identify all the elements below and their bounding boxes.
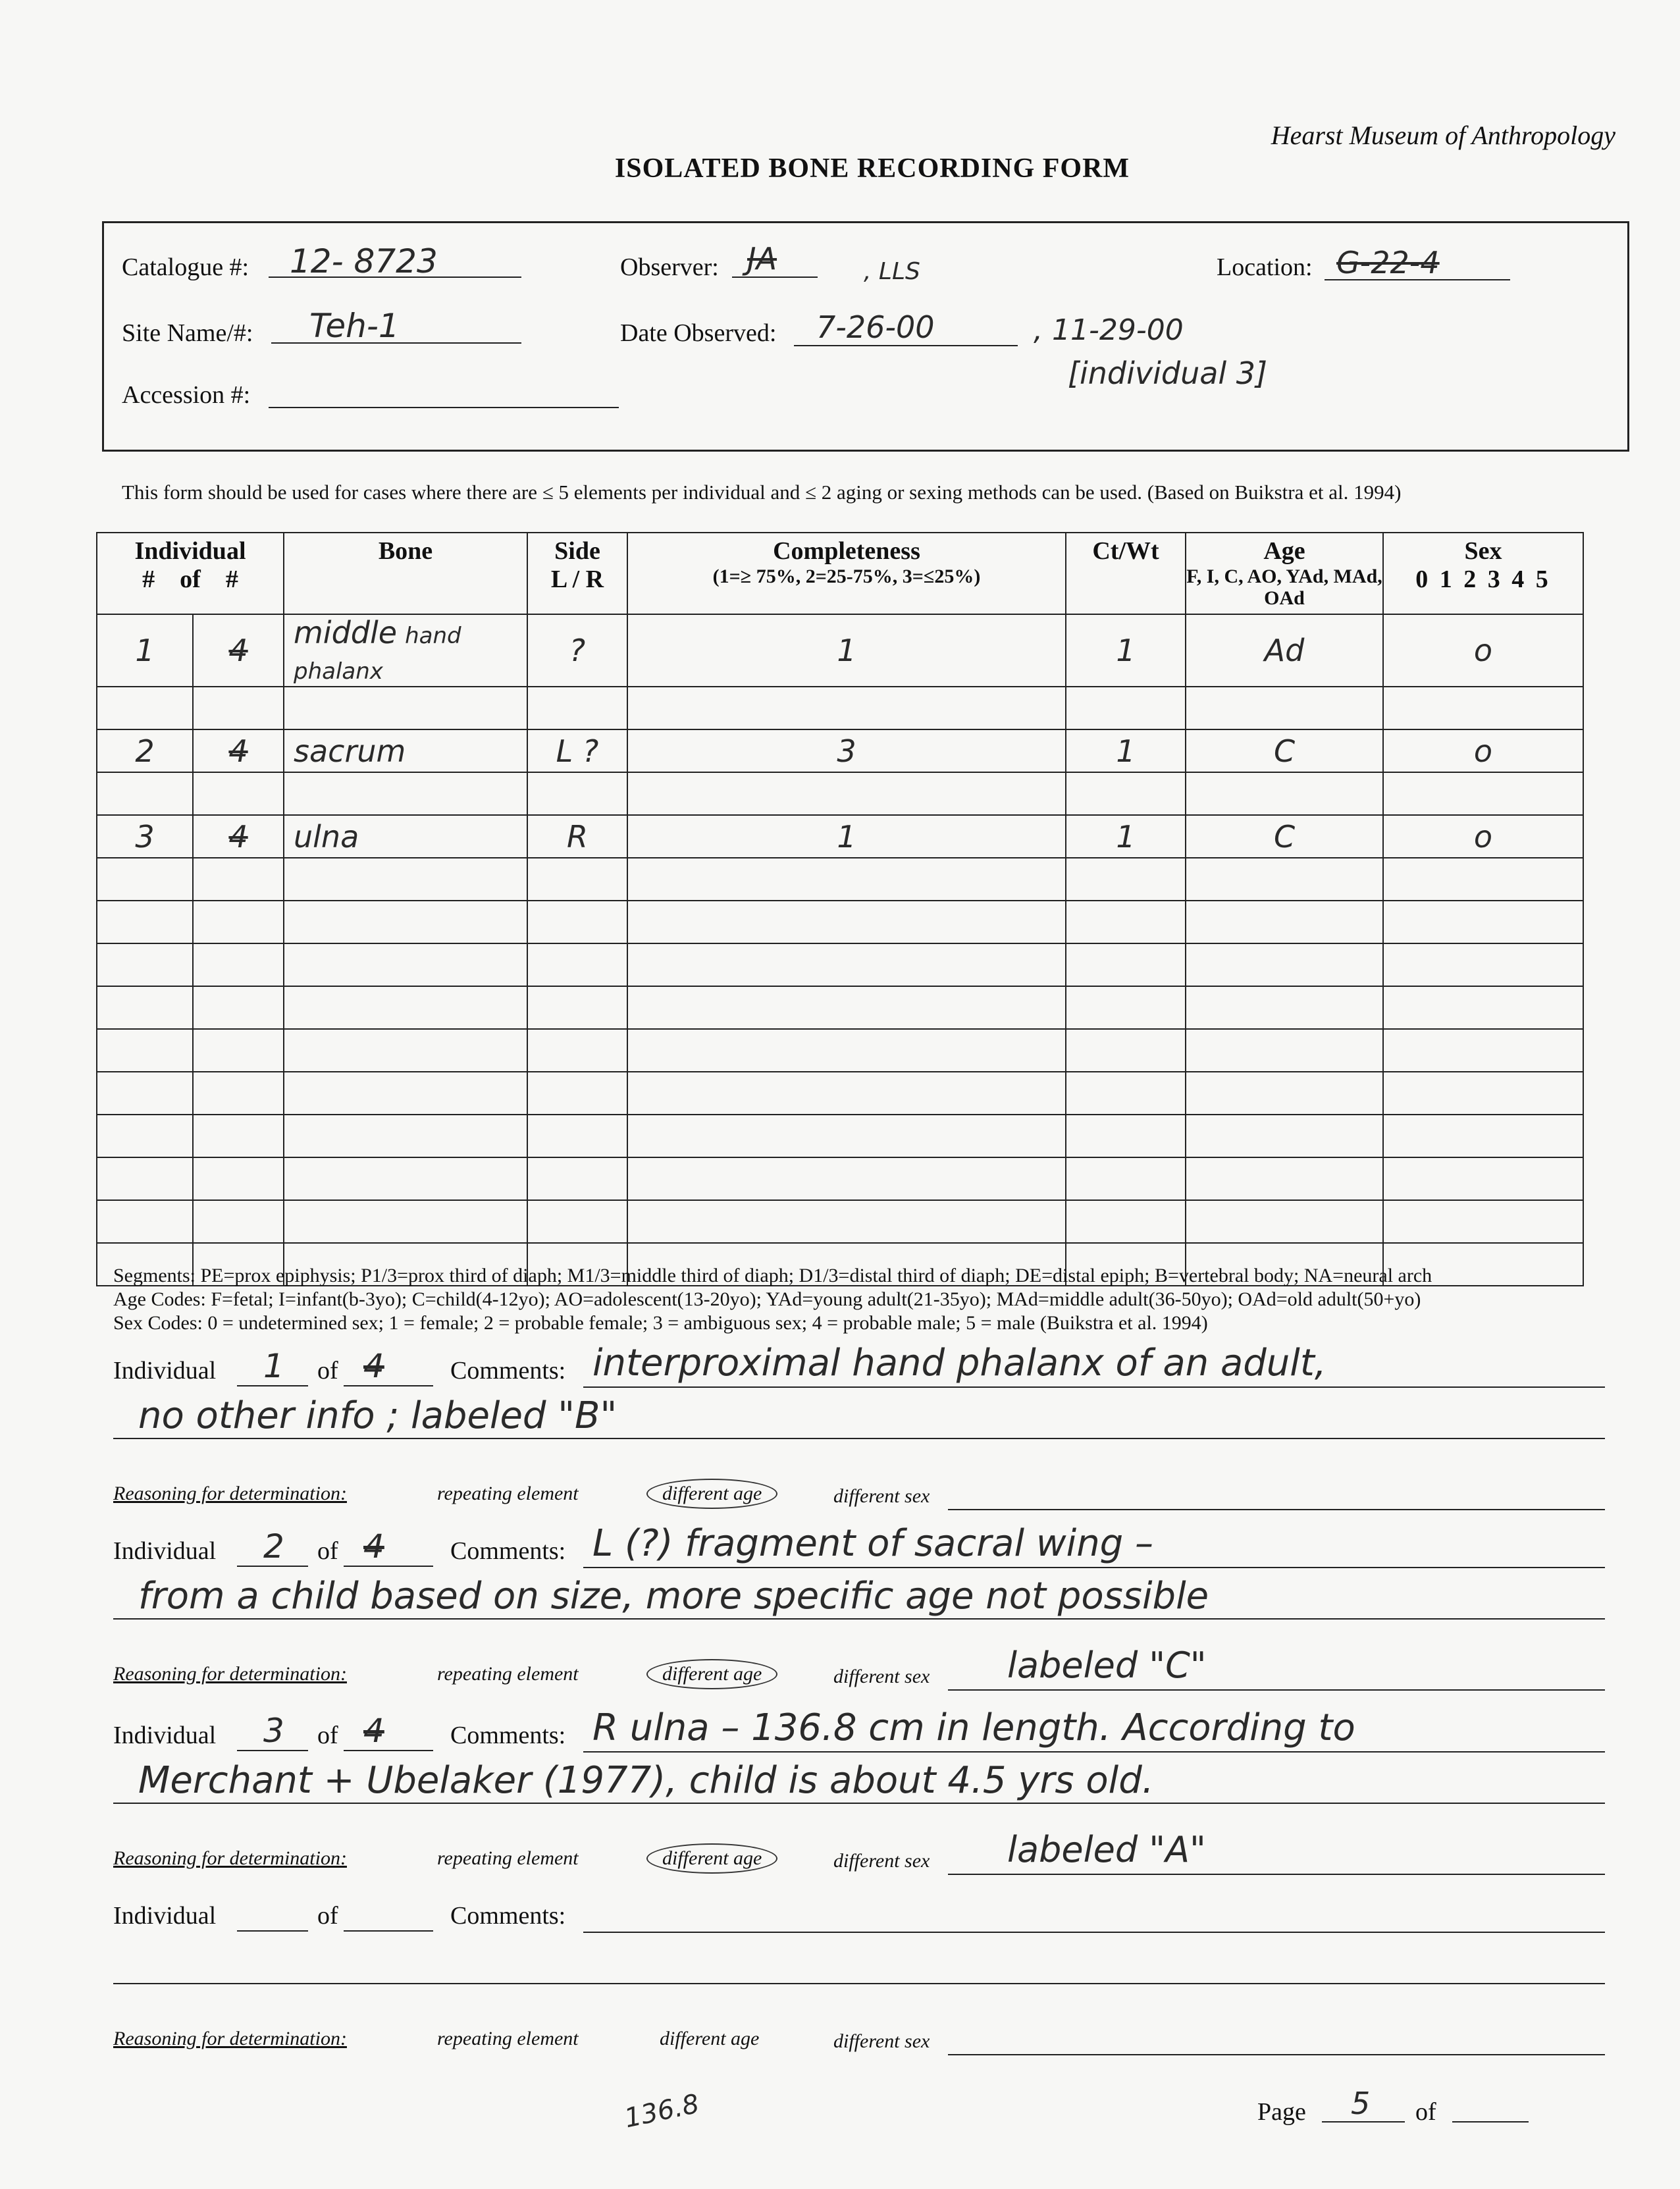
catalogue-value: 12- 8723 — [290, 242, 438, 280]
comment-individual-line — [237, 1930, 308, 1932]
cell-sex — [1383, 614, 1583, 687]
observer-label: Observer: — [620, 253, 719, 281]
cell-side — [527, 1115, 627, 1157]
cell-of-value: 4 — [228, 733, 248, 769]
cell-side — [527, 687, 627, 729]
cell-sex — [1383, 1157, 1583, 1200]
cell-completeness — [627, 1029, 1066, 1072]
cell-individual — [97, 772, 193, 815]
cell-completeness — [627, 1157, 1066, 1200]
comment-individual-label: Individual — [113, 1357, 217, 1385]
cell-completeness-value: 1 — [837, 818, 856, 855]
observer-extra: , LLS — [864, 258, 920, 285]
cell-completeness — [627, 614, 1066, 687]
cell-of — [193, 858, 284, 901]
cell-individual — [97, 815, 193, 858]
cell-of-value: 4 — [228, 818, 248, 855]
table-body — [97, 614, 1583, 1286]
catalogue-label: Catalogue #: — [122, 253, 249, 281]
cell-age — [1186, 1072, 1383, 1115]
reasoning-different-age: different age — [646, 1659, 777, 1689]
cell-completeness — [627, 1200, 1066, 1243]
observer-line — [732, 277, 818, 278]
cell-sex — [1383, 772, 1583, 815]
table-row — [97, 1029, 1583, 1072]
cell-bone — [284, 1072, 527, 1115]
cell-side — [527, 772, 627, 815]
reasoning-different-sex: different sex — [833, 1666, 930, 1687]
segment-codes: Segments: PE=prox epiphysis; P1/3=prox third of diaph; M1/3=middle third of diaph; D1/3=distal third of diaph; DE=distal epiph; B=vertebral body; NA=neural arch — [113, 1265, 1432, 1286]
margin-note: 136.8 — [621, 2088, 702, 2134]
comment-comments-label: Comments: — [450, 1537, 566, 1565]
cell-sex — [1383, 1200, 1583, 1243]
reasoning-line — [948, 1509, 1605, 1510]
cell-individual — [97, 1072, 193, 1115]
cell-bone — [284, 1200, 527, 1243]
cell-completeness-value: 3 — [837, 733, 856, 769]
date-label: Date Observed: — [620, 319, 777, 347]
cell-bone — [284, 986, 527, 1029]
header-age-sub: F, I, C, AO, YAd, MAd, OAd — [1186, 565, 1382, 610]
cell-of — [193, 1115, 284, 1157]
reasoning-label: Reasoning for determination: — [113, 1483, 347, 1504]
comment-comments-label: Comments: — [450, 1722, 566, 1749]
cell-bone-extra: hand phalanx — [294, 623, 461, 685]
cell-side-value: R — [567, 818, 588, 855]
table-row — [97, 1115, 1583, 1157]
cell-side — [527, 986, 627, 1029]
cell-ctwt — [1066, 614, 1186, 687]
comment-text-line-2: from a child based on size, more specific age not possible — [138, 1575, 1209, 1618]
header-completeness — [627, 533, 1066, 614]
table-row — [97, 858, 1583, 901]
reasoning-line — [948, 1874, 1605, 1875]
reasoning-line — [948, 2054, 1605, 2055]
comment-of-label: of — [317, 1902, 338, 1930]
cell-of — [193, 729, 284, 772]
header-sex — [1383, 533, 1583, 614]
cell-of — [193, 1200, 284, 1243]
header-completeness-label: Completeness — [773, 537, 920, 565]
cell-bone — [284, 1115, 527, 1157]
cell-bone — [284, 815, 527, 858]
comment-text-line-2: no other info ; labeled "B" — [138, 1394, 617, 1437]
header-completeness-sub: (1=≥ 75%, 2=25-75%, 3=≤25%) — [712, 565, 981, 587]
table-row — [97, 1200, 1583, 1243]
cell-side — [527, 729, 627, 772]
cell-bone — [284, 858, 527, 901]
reasoning-different-age: different age — [660, 2028, 760, 2049]
comment-of-line — [344, 1750, 433, 1751]
reasoning-different-sex: different sex — [833, 1850, 930, 1872]
cell-individual — [97, 1200, 193, 1243]
cell-individual-value: 2 — [135, 733, 155, 769]
comment-line-2 — [113, 1618, 1605, 1620]
cell-bone — [284, 901, 527, 943]
cell-of — [193, 943, 284, 986]
table-header-row — [97, 533, 1583, 614]
reasoning-label: Reasoning for determination: — [113, 1847, 347, 1869]
cell-sex — [1383, 986, 1583, 1029]
reasoning-repeating: repeating element — [437, 1663, 579, 1685]
cell-of — [193, 687, 284, 729]
cell-side — [527, 901, 627, 943]
cell-bone — [284, 614, 527, 687]
comment-line-1 — [583, 1386, 1605, 1388]
comment-of-value: 4 — [363, 1527, 384, 1566]
cell-completeness — [627, 986, 1066, 1029]
cell-age — [1186, 687, 1383, 729]
comment-individual-label: Individual — [113, 1722, 217, 1749]
cell-ctwt — [1066, 901, 1186, 943]
accession-line — [269, 407, 619, 408]
cell-sex — [1383, 1029, 1583, 1072]
cell-sex-value: o — [1473, 733, 1493, 769]
table-row — [97, 815, 1583, 858]
cell-age-value: C — [1273, 818, 1296, 855]
table-row — [97, 614, 1583, 687]
page-of-label: of — [1415, 2098, 1436, 2126]
cell-of — [193, 815, 284, 858]
cell-ctwt — [1066, 943, 1186, 986]
cell-ctwt — [1066, 687, 1186, 729]
cell-age-value: C — [1273, 733, 1296, 769]
age-codes: Age Codes: F=fetal; I=infant(b-3yo); C=child(4-12yo); AO=adolescent(13-20yo); YAd=young adult(21-35yo); MAd=middle adult(36-50yo); OAd=old adult(50+yo) — [113, 1288, 1421, 1310]
reasoning-repeating: repeating element — [437, 1483, 579, 1504]
cell-age — [1186, 1115, 1383, 1157]
page-line — [1322, 2121, 1405, 2123]
location-label: Location: — [1217, 253, 1313, 281]
cell-sex-value: o — [1473, 633, 1493, 668]
reasoning-label: Reasoning for determination: — [113, 2028, 347, 2049]
cell-age — [1186, 1200, 1383, 1243]
comment-individual-value: 1 — [263, 1347, 284, 1385]
comment-text-line-1: R ulna – 136.8 cm in length. According to — [592, 1706, 1355, 1749]
cell-completeness — [627, 1115, 1066, 1157]
page-value: 5 — [1351, 2086, 1371, 2121]
header-sex-label: Sex — [1464, 537, 1502, 565]
cell-bone — [284, 729, 527, 772]
cell-side — [527, 1200, 627, 1243]
cell-of — [193, 1157, 284, 1200]
bone-recording-table — [96, 532, 1584, 1286]
comment-individual-label: Individual — [113, 1537, 217, 1565]
cell-of — [193, 901, 284, 943]
comment-of-label: of — [317, 1357, 338, 1385]
comment-individual-line — [237, 1566, 308, 1567]
cell-ctwt — [1066, 1200, 1186, 1243]
comment-line-2 — [113, 1438, 1605, 1439]
cell-completeness — [627, 815, 1066, 858]
cell-side — [527, 614, 627, 687]
cell-ctwt — [1066, 772, 1186, 815]
cell-sex — [1383, 687, 1583, 729]
cell-side-value: L ? — [556, 733, 599, 769]
reasoning-line — [948, 1689, 1605, 1691]
sex-codes: Sex Codes: 0 = undetermined sex; 1 = female; 2 = probable female; 3 = ambiguous sex; 4 = probable male; 5 = male (Buikstra et al. 1994) — [113, 1312, 1208, 1334]
cell-of-value: 4 — [228, 633, 248, 668]
cell-completeness — [627, 901, 1066, 943]
table-row — [97, 687, 1583, 729]
header-age — [1186, 533, 1383, 614]
cell-individual — [97, 986, 193, 1029]
comment-text-line-1: L (?) fragment of sacral wing – — [592, 1522, 1154, 1565]
comment-line-2 — [113, 1983, 1605, 1984]
cell-completeness — [627, 772, 1066, 815]
cell-individual — [97, 901, 193, 943]
comment-text-line-1: interproximal hand phalanx of an adult, — [592, 1342, 1326, 1385]
header-ctwt: Ct/Wt — [1066, 533, 1186, 614]
cell-ctwt — [1066, 1157, 1186, 1200]
observer-value: JA — [747, 241, 777, 277]
date-extra: , 11-29-00 — [1034, 313, 1184, 347]
cell-ctwt-value: 1 — [1116, 733, 1136, 769]
cell-age — [1186, 986, 1383, 1029]
accession-label: Accession #: — [122, 381, 251, 409]
cell-ctwt — [1066, 986, 1186, 1029]
header-individual-sub: # of # — [142, 565, 238, 593]
comment-of-line — [344, 1385, 433, 1386]
cell-sex — [1383, 1072, 1583, 1115]
cell-age — [1186, 815, 1383, 858]
comment-comments-label: Comments: — [450, 1902, 566, 1930]
cell-sex-value: o — [1473, 818, 1493, 855]
date-value: 7-26-00 — [816, 309, 935, 345]
cell-age — [1186, 1157, 1383, 1200]
cell-side — [527, 858, 627, 901]
date-note: [individual 3] — [1068, 356, 1268, 391]
cell-age — [1186, 901, 1383, 943]
cell-individual — [97, 1157, 193, 1200]
reasoning-different-sex: different sex — [833, 1485, 930, 1507]
cell-completeness — [627, 729, 1066, 772]
cell-side — [527, 1157, 627, 1200]
reasoning-different-age: different age — [646, 1843, 777, 1874]
cell-of — [193, 986, 284, 1029]
cell-sex — [1383, 1115, 1583, 1157]
comment-text-line-2: Merchant + Ubelaker (1977), child is about 4.5 yrs old. — [138, 1759, 1154, 1802]
cell-sex — [1383, 943, 1583, 986]
comment-of-label: of — [317, 1537, 338, 1565]
comment-of-line — [344, 1566, 433, 1567]
comment-line-1 — [583, 1932, 1605, 1933]
cell-ctwt — [1066, 1029, 1186, 1072]
cell-age — [1186, 1029, 1383, 1072]
comment-tail: labeled "C" — [1007, 1645, 1207, 1686]
cell-bone-value: sacrum — [294, 733, 406, 769]
cell-individual-value: 1 — [135, 633, 155, 668]
cell-individual — [97, 943, 193, 986]
header-sex-sub: 0 1 2 3 4 5 — [1415, 565, 1551, 593]
cell-age — [1186, 858, 1383, 901]
header-age-label: Age — [1263, 537, 1305, 565]
reasoning-repeating: repeating element — [437, 2028, 579, 2049]
cell-age — [1186, 772, 1383, 815]
cell-completeness-value: 1 — [837, 633, 856, 668]
table-row — [97, 901, 1583, 943]
header-individual-label: Individual — [134, 537, 246, 565]
reasoning-label: Reasoning for determination: — [113, 1663, 347, 1685]
cell-sex — [1383, 815, 1583, 858]
cell-age-value: Ad — [1264, 633, 1305, 668]
table-row — [97, 1157, 1583, 1200]
cell-side-value: ? — [569, 633, 586, 668]
cell-ctwt — [1066, 858, 1186, 901]
cell-age — [1186, 943, 1383, 986]
cell-individual — [97, 858, 193, 901]
cell-of — [193, 1072, 284, 1115]
header-side-sub: L / R — [550, 565, 604, 593]
table-row — [97, 1072, 1583, 1115]
cell-side — [527, 1072, 627, 1115]
comment-individual-value: 3 — [263, 1712, 284, 1750]
table-row — [97, 772, 1583, 815]
date-line — [794, 345, 1018, 346]
cell-of — [193, 1029, 284, 1072]
cell-individual — [97, 687, 193, 729]
header-bone: Bone — [284, 533, 527, 614]
reasoning-repeating: repeating element — [437, 1847, 579, 1869]
cell-individual — [97, 729, 193, 772]
comment-of-label: of — [317, 1722, 338, 1749]
cell-completeness — [627, 943, 1066, 986]
comment-of-line — [344, 1930, 433, 1932]
table-row — [97, 729, 1583, 772]
location-value: G-22-4 — [1336, 245, 1440, 280]
cell-ctwt — [1066, 1072, 1186, 1115]
reasoning-different-age: different age — [646, 1479, 777, 1509]
comment-tail: labeled "A" — [1007, 1829, 1206, 1870]
cell-side — [527, 815, 627, 858]
comment-individual-line — [237, 1385, 308, 1386]
cell-completeness — [627, 687, 1066, 729]
cell-ctwt — [1066, 815, 1186, 858]
cell-individual — [97, 614, 193, 687]
comment-line-2 — [113, 1803, 1605, 1804]
comment-line-1 — [583, 1567, 1605, 1568]
comment-of-value: 4 — [363, 1712, 384, 1750]
page-total-line — [1452, 2121, 1529, 2123]
cell-individual — [97, 1029, 193, 1072]
cell-ctwt — [1066, 1115, 1186, 1157]
cell-bone — [284, 772, 527, 815]
cell-completeness — [627, 858, 1066, 901]
table-row — [97, 986, 1583, 1029]
page-label: Page — [1257, 2098, 1306, 2126]
header-side — [527, 533, 627, 614]
museum-name: Hearst Museum of Anthropology — [1271, 120, 1615, 150]
site-label: Site Name/#: — [122, 319, 253, 347]
cell-bone — [284, 1029, 527, 1072]
cell-bone — [284, 943, 527, 986]
cell-ctwt — [1066, 729, 1186, 772]
comment-individual-line — [237, 1750, 308, 1751]
site-value: Teh-1 — [309, 307, 400, 345]
table-row — [97, 943, 1583, 986]
form-instruction: This form should be used for cases where there are ≤ 5 elements per individual and ≤ 2 aging or sexing methods can be used. (Based on Buikstra et al. 1994) — [122, 481, 1402, 504]
form-title: ISOLATED BONE RECORDING FORM — [614, 153, 1130, 184]
cell-completeness — [627, 1072, 1066, 1115]
cell-age — [1186, 729, 1383, 772]
cell-sex — [1383, 858, 1583, 901]
cell-ctwt-value: 1 — [1116, 633, 1136, 668]
comment-individual-value: 2 — [263, 1527, 284, 1566]
cell-of — [193, 614, 284, 687]
cell-bone-value: middle — [294, 615, 398, 650]
cell-bone — [284, 1157, 527, 1200]
comment-comments-label: Comments: — [450, 1357, 566, 1385]
cell-individual — [97, 1115, 193, 1157]
reasoning-different-sex: different sex — [833, 2030, 930, 2052]
cell-side — [527, 1029, 627, 1072]
comment-line-1 — [583, 1751, 1605, 1753]
comment-of-value: 4 — [363, 1347, 384, 1385]
comment-individual-label: Individual — [113, 1902, 217, 1930]
header-individual — [97, 533, 284, 614]
cell-sex — [1383, 901, 1583, 943]
cell-side — [527, 943, 627, 986]
cell-bone — [284, 687, 527, 729]
cell-age — [1186, 614, 1383, 687]
cell-ctwt-value: 1 — [1116, 818, 1136, 855]
cell-of — [193, 772, 284, 815]
cell-sex — [1383, 729, 1583, 772]
header-side-label: Side — [554, 537, 600, 565]
cell-individual-value: 3 — [135, 818, 155, 855]
cell-bone-value: ulna — [294, 818, 359, 855]
